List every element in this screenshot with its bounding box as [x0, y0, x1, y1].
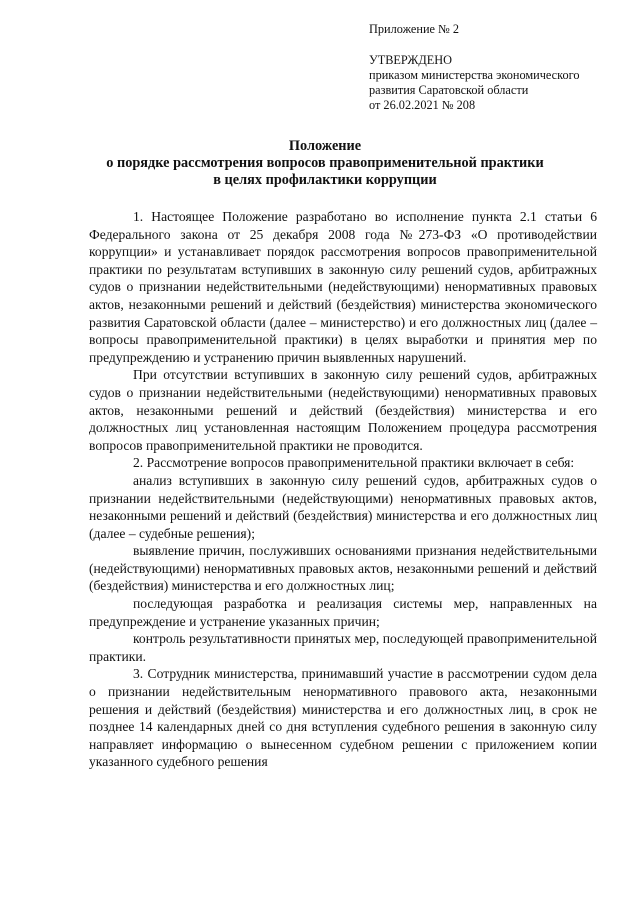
paragraph-6: последующая разработка и реализация системы мер, направленных на предупреждение и устранение указанных причин;	[89, 596, 597, 629]
title-line-1: Положение	[288, 138, 362, 154]
paragraph-7: контроль результативности принятых мер, последующей правоприменительной практики.	[89, 631, 597, 664]
document-body	[89, 208, 597, 771]
approval-stamp	[369, 22, 619, 113]
title-line-3: в целях профилактики коррупции	[213, 172, 437, 188]
order-line-2: развития Саратовской области	[369, 83, 529, 97]
paragraph-3: 2. Рассмотрение вопросов правоприменительной практики включает в себя:	[133, 455, 575, 471]
paragraph-2: При отсутствии вступивших в законную силу решений судов, арбитражных судов о признании недействительными (недействующими) ненормативных правовых актов, незаконными решений и действий (бездействия) министерства и его должностных лиц установленная настоящим Положением процедура рассмотрения вопросов правоприменительной практики не проводится.	[89, 367, 597, 453]
paragraph-5: выявление причин, послуживших основаниями признания недействительными (недействующими) ненормативных правовых актов, незаконными решений и действий (бездействия) министерства и его должностных лиц;	[89, 543, 597, 594]
paragraph-4: анализ вступивших в законную силу решений судов, арбитражных судов о признании недействительными (недействующими) ненормативных правовых актов, незаконными решений и действий (бездействия) министерства и его должностных лиц (далее – судебные решения);	[89, 472, 597, 541]
paragraph-1: 1. Настоящее Положение разработано во исполнение пункта 2.1 статьи 6 Федерального закона от 25 декабря 2008 года №273-ФЗ «О противодействии коррупции» и устанавливает порядок рассмотрения вопросов правоприменительной практики по результатам вступивших в законную силу решений судов, арбитражных судов о признании недействительными (недействующими) ненормативных правовых актов, незаконными решений и действий (бездействия) министерства экономического развития Саратовской области (далее – министерство) и его должностных лиц (далее – вопросы правоприменительной практики) в целях выработки и принятия мер по предупреждению и устранению причин выявленных нарушений.	[89, 209, 597, 365]
order-date: от 26.02.2021 № 208	[369, 98, 476, 112]
title-line-2: о порядке рассмотрения вопросов правоприменительной практики	[106, 155, 544, 171]
paragraph-8: 3. Сотрудник министерства, принимавший участие в рассмотрении судом дела о признании недействительным ненормативного правового акта, незаконными решения и действий (бездействия) министерства и его должностных лиц, в срок не позднее 14 календарных дней со дня вступления судебного решения в законную силу направляет информацию о вынесенном судебном решении с приложением копии указанного судебного решения	[89, 666, 597, 770]
appendix-number: Приложение № 2	[369, 22, 460, 36]
document-title	[60, 138, 590, 189]
approved-label: УТВЕРЖДЕНО	[369, 53, 453, 67]
order-line-1: приказом министерства экономического	[369, 68, 580, 82]
